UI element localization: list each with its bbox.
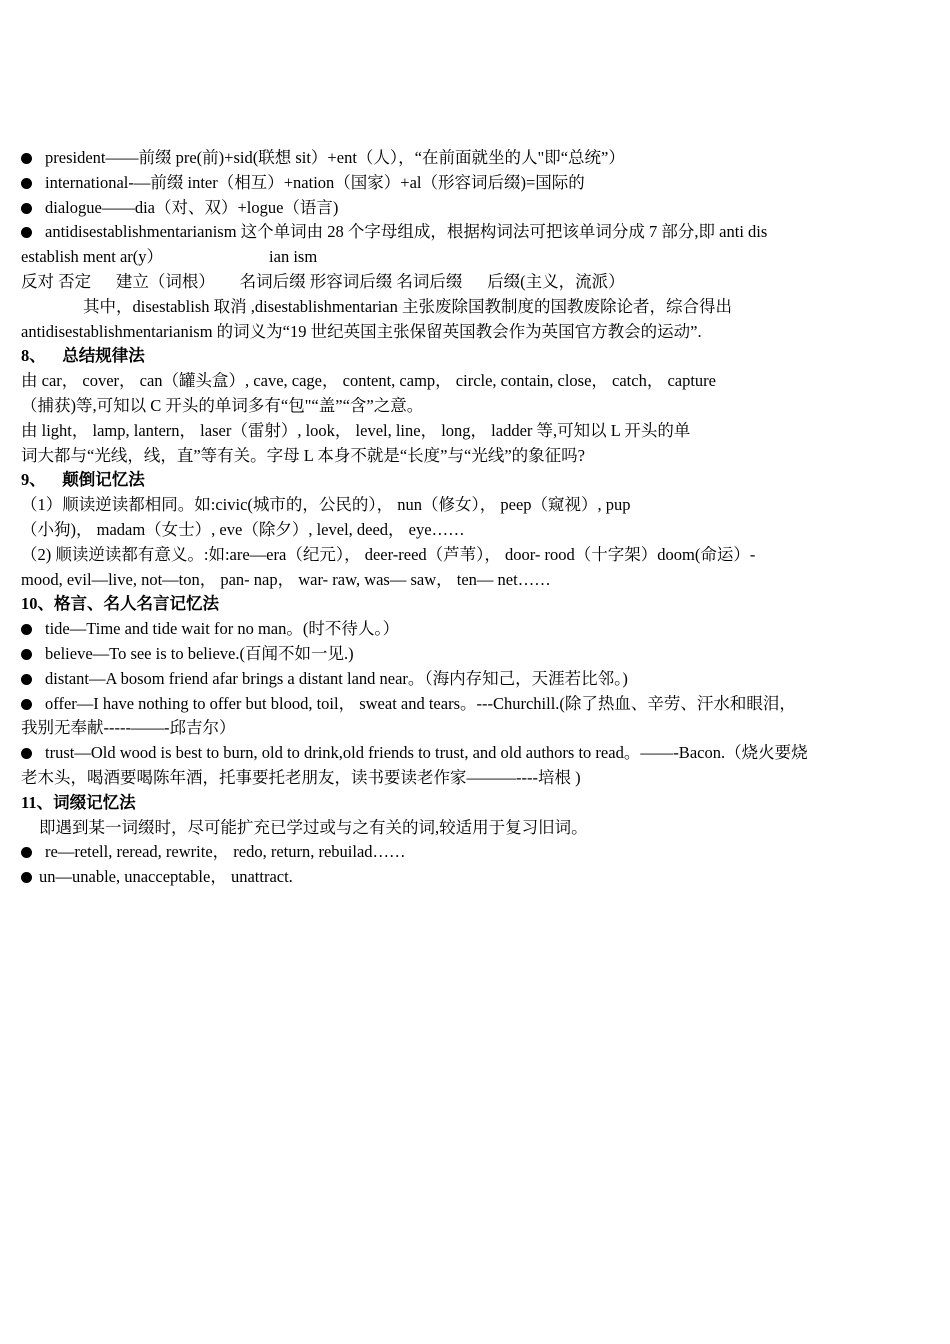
bullet-icon bbox=[21, 617, 45, 642]
paragraph-line: 词大都与“光线，线，直”等有关。字母 L 本身不就是“长度”与“光线”的象征吗? bbox=[21, 445, 585, 465]
section-heading: 8、 总结规律法 bbox=[21, 346, 145, 366]
list-item bbox=[21, 865, 933, 890]
text-segment: establish ment ar(y） bbox=[21, 247, 164, 267]
item-text: offer—I have nothing to offer but blood, toil， sweat and tears。---Churchill.(除了热血、辛劳、汗水和眼泪， bbox=[45, 693, 796, 713]
bullet-icon bbox=[21, 146, 45, 171]
item-text: international-—前缀 inter（相互）+nation（国家）+al（形容词后缀)=国际的 bbox=[45, 172, 585, 192]
list-item bbox=[21, 642, 933, 667]
item-text: dialogue——dia（对、双）+logue（语言) bbox=[45, 197, 339, 217]
bullet-icon bbox=[21, 840, 45, 865]
bullet-icon bbox=[21, 642, 45, 667]
item-text: president——前缀 pre(前)+sid(联想 sit）+ent（人），“在前面就坐的人"即“总统”） bbox=[45, 148, 625, 167]
paragraph-line: 即遇到某一词缀时，尽可能扩充已学过或与之有关的词,较适用于复习旧词。 bbox=[39, 817, 588, 837]
list-item bbox=[21, 667, 933, 692]
bullet-icon bbox=[21, 196, 45, 221]
bullet-icon bbox=[21, 741, 45, 766]
paragraph-line: （1）顺读逆读都相同。如:civic(城市的，公民的）， nun（修女）， peep（窥视）, pup bbox=[21, 495, 631, 515]
section-heading: 10、格言、名人名言记忆法 bbox=[21, 594, 219, 614]
item-text: re—retell, reread, rewrite， redo, return, rebuilad…… bbox=[45, 842, 406, 862]
paragraph-line: 老木头，喝酒要喝陈年酒，托事要托老朋友，读书要读老作家———----培根 ) bbox=[21, 767, 581, 787]
paragraph-line bbox=[21, 245, 933, 270]
paragraph-line: mood, evil—live, not—ton， pan- nap， war- raw, was— saw， ten— net…… bbox=[21, 569, 551, 589]
bullet-icon bbox=[21, 692, 45, 717]
paragraph-line: 由 light， lamp, lantern， laser（雷射）, look， level, line， long， ladder 等,可知以 L 开头的单 bbox=[21, 420, 691, 440]
list-item bbox=[21, 692, 933, 717]
paragraph-line: （小狗)， madam（女士）, eve（除夕）, level, deed， eye…… bbox=[21, 519, 465, 539]
list-item bbox=[21, 741, 933, 766]
item-text: tide—Time and tide wait for no man。(时不待人。） bbox=[45, 619, 400, 639]
paragraph-line: 由 car， cover， can（罐头盒）, cave, cage， content, camp， circle, contain, close， catch， capture bbox=[21, 371, 716, 391]
item-text: distant—A bosom friend afar brings a distant land near。（海内存知己，天涯若比邻。) bbox=[45, 668, 628, 688]
list-item bbox=[21, 146, 933, 171]
bullet-icon bbox=[21, 220, 45, 245]
list-item bbox=[21, 171, 933, 196]
item-text: trust—Old wood is best to burn, old to drink,old friends to trust, and old authors to read。——-Bacon.（烧火要烧 bbox=[45, 743, 808, 763]
paragraph-line: 其中，disestablish 取消 ,disestablishmentarian 主张废除国教制度的国教废除论者，综合得出 bbox=[83, 296, 732, 316]
item-text: un—unable, unacceptable， unattract. bbox=[39, 867, 293, 887]
text-segment: ian ism bbox=[269, 247, 318, 267]
document-page bbox=[21, 146, 933, 890]
item-text: believe—To see is to believe.(百闻不如一见.) bbox=[45, 643, 354, 663]
bullet-icon bbox=[21, 865, 39, 890]
paragraph-line: 我别无奉献-----——-邱吉尔） bbox=[21, 718, 236, 738]
list-item bbox=[21, 840, 933, 865]
paragraph-line: （捕获)等,可知以 C 开头的单词多有“包"“盖”“含”之意。 bbox=[21, 395, 424, 415]
list-item bbox=[21, 196, 933, 221]
bullet-icon bbox=[21, 667, 45, 692]
section-heading: 9、 颠倒记忆法 bbox=[21, 470, 145, 490]
item-text: antidisestablishmentarianism 这个单词由 28 个字母组成，根据构词法可把该单词分成 7 部分,即 anti dis bbox=[45, 222, 768, 242]
list-item bbox=[21, 220, 933, 245]
paragraph-line: antidisestablishmentarianism 的词义为“19 世纪英国主张保留英国教会作为英国官方教会的运动”. bbox=[21, 321, 702, 341]
list-item bbox=[21, 617, 933, 642]
bullet-icon bbox=[21, 171, 45, 196]
section-heading: 11、词缀记忆法 bbox=[21, 792, 136, 812]
paragraph-line: （2) 顺读逆读都有意义。:如:are—era（纪元）， deer-reed（芦苇）， door- rood（十字架）doom(命运）- bbox=[21, 544, 756, 564]
paragraph-line: 反对 否定 建立（词根） 名词后缀 形容词后缀 名词后缀 后缀(主义，流派） bbox=[21, 271, 625, 291]
